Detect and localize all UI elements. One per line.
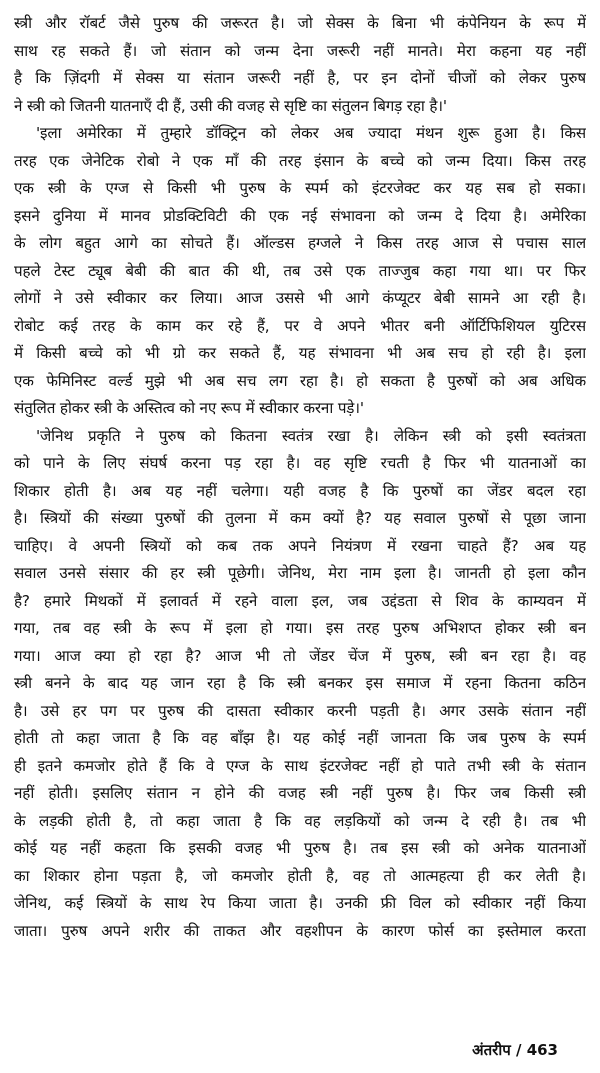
- text-line: में किसी बच्चे को भी ग्रो कर सकते हैं, यह संभावना भी अब सच हो रही है। इला: [14, 344, 586, 362]
- text-line: को पाने के लिए संघर्ष करना पड़ रहा है। वह सृष्टि रचती है फिर भी यातनाओं का: [14, 454, 586, 472]
- text-line: सवाल उनसे संसार की हर स्त्री पूछेगी। जेनिथ, मेरा नाम इला है। जानती हो इला कौन: [14, 564, 586, 582]
- text-line: के लड़की होती है, तो कहा जाता है कि वह लड़कियों को जन्म दे रही है। तब भी: [14, 811, 586, 830]
- text-line: ही इतने कमजोर होते हैं कि वे एग्ज के साथ इंटरजेक्ट नहीं हो पाते तभी स्त्री के संतान: [14, 756, 586, 775]
- text-line: है? हमारे मिथकों में इलावर्त में रहने वाला इल, जब उद्दंडता से शिव के काम्यवन में: [14, 591, 586, 610]
- text-line: 'इला अमेरिका में तुम्हारे डॉक्ट्रिन को लेकर अब ज्यादा मंथन शुरू हुआ है। किस: [36, 124, 586, 142]
- text-line: नहीं होती। इसलिए संतान न होने की वजह स्त्री नहीं पुरुष है। फिर जब किसी स्त्री: [14, 784, 586, 802]
- paragraph-3: [14, 423, 586, 946]
- text-line: कोई यह नहीं कहता कि इसकी वजह भी पुरुष है। तब इस स्त्री को अनेक यातनाओं: [14, 839, 586, 857]
- text-line: चाहिए। वे अपनी स्त्रियों को कब तक अपने नियंत्रण में रखना चाहते हैं? अब यह: [14, 536, 586, 555]
- body-text: [14, 10, 586, 945]
- text-line: है। उसे हर पग पर पुरुष की दासता स्वीकार करनी पड़ती है। अगर उसके संतान नहीं: [14, 701, 586, 720]
- text-line: के लोग बहुत आगे का सोचते हैं। ऑल्डस हग्जले ने किस तरह आज से पचास साल: [14, 234, 586, 252]
- text-line: ने स्त्री को जितनी यातनाएँ दी हैं, उसी की वजह से सृष्टि का संतुलन बिगड़ रहा है।': [14, 96, 447, 115]
- text-line: पहले टेस्ट ट्यूब बेबी की बात की थी, तब उसे एक ताज्जुब कहा गया था। पर फिर: [14, 261, 586, 280]
- text-line: जेनिथ, कई स्त्रियों के साथ रेप किया जाता है। उनकी फ्री विल को स्वीकार नहीं किया: [14, 894, 586, 912]
- text-line: रोबोट कई तरह के काम कर रहे हैं, पर वे अपने भीतर बनी ऑर्टिफिशियल युटिरस: [14, 316, 586, 335]
- text-line: स्त्री और रॉबर्ट जैसे पुरुष की जरूरत है। जो सेक्स के बिना भी कंपेनियन के रूप में: [14, 14, 586, 32]
- text-line: एक फेमिनिस्ट वर्ल्ड मुझे भी अब सच लग रहा है। हो सकता है पुरुषों को अब अधिक: [14, 371, 586, 390]
- text-line: का शिकार होना पड़ता है, जो कमजोर होती है, वह तो आत्महत्या ही कर लेती है।: [14, 866, 586, 885]
- text-line: गया, तब वह स्त्री के रूप में इला हो गया। इस तरह पुरुष अभिशप्त होकर स्त्री बन: [14, 619, 586, 637]
- text-line: साथ रह सकते हैं। जो संतान को जन्म देना जरूरी नहीं मानते। मेरा कहना यह नहीं: [14, 41, 586, 60]
- text-line: है। स्त्रियों की संख्या पुरुषों की तुलना में कम क्यों है? यह सवाल पुरुषों से पूछा जाना: [14, 509, 586, 527]
- paragraph-1: [14, 10, 586, 120]
- text-line: लोगों ने उसे स्वीकार कर लिया। आज उससे भी आगे कंप्यूटर बेबी सामने आ रही है।: [14, 289, 586, 307]
- page-footer: [472, 1040, 558, 1060]
- text-line: एक स्त्री के एग्ज से किसी भी पुरुष के स्पर्म को इंटरजेक्ट कर यह सब हो सका।: [14, 179, 586, 197]
- text-line: स्त्री बनने के बाद यह जान रहा है कि स्त्री बनकर इस समाज में रहना कितना कठिन: [14, 674, 586, 692]
- text-line: संतुलित होकर स्त्री के अस्तित्व को नए रूप में स्वीकार करना पड़े।': [14, 399, 364, 417]
- running-title: अंतरीप: [472, 1041, 511, 1059]
- text-line: 'जेनिथ प्रकृति ने पुरुष को कितना स्वतंत्र रखा है। लेकिन स्त्री को इसी स्वतंत्रता: [36, 426, 586, 445]
- text-line: होती तो कहा जाता है कि वह बाँझ है। यह कोई नहीं जानता कि जब पुरुष के स्पर्म: [14, 729, 586, 747]
- paragraph-2: [14, 120, 586, 423]
- text-line: जाता। पुरुष अपने शरीर की ताकत और वहशीपन के कारण फोर्स का इस्तेमाल करता: [14, 921, 586, 940]
- page-number: 463: [526, 1041, 558, 1059]
- text-line: इसने दुनिया में मानव प्रोडक्टिविटी की एक नई संभावना को जन्म दे दिया है। अमेरिका: [14, 206, 586, 225]
- text-line: गया। आज क्या हो रहा है? आज भी तो जेंडर चेंज में पुरुष, स्त्री बन रहा है। वह: [14, 646, 586, 665]
- text-line: शिकार होती है। अब यह नहीं चलेगा। यही वजह है कि पुरुषों का जेंडर बदल रहा: [14, 481, 586, 500]
- text-line: तरह एक जेनेटिक रोबो ने एक माँ की तरह इंसान के बच्चे को जन्म दिया। किस तरह: [14, 151, 586, 170]
- footer-separator: /: [515, 1041, 522, 1059]
- text-line: है कि ज़िंदगी में सेक्स या संतान जरूरी नहीं है, पर इन दोनों चीजों को लेकर पुरुष: [14, 69, 586, 87]
